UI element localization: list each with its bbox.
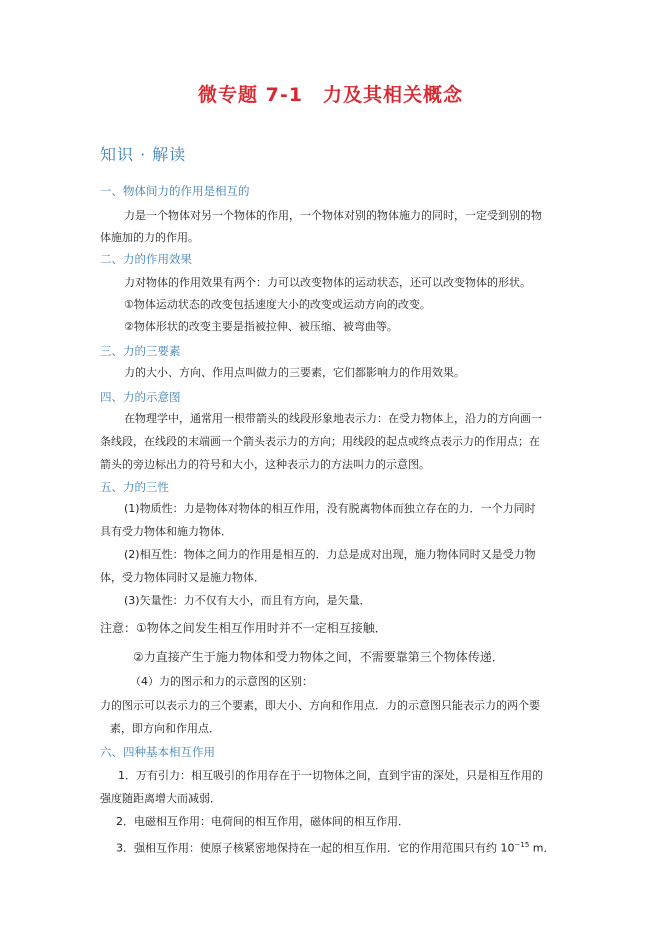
para-1b: 体施加的力的作用。 — [100, 231, 199, 244]
para-4b: 条线段，在线段的末端画一个箭头表示力的方向；用线段的起点或终点表示力的作用点；在 — [100, 435, 540, 448]
note-1: 注意：①物体之间发生相互作用时并不一定相互接触． — [100, 621, 387, 635]
section-heading: 知识 · 解读 — [100, 145, 187, 164]
para-2c: ②物体形状的改变主要是指被拉伸、被压缩、被弯曲等。 — [124, 320, 398, 333]
heading-3: 三、力的三要素 — [100, 344, 181, 358]
page-title: 微专题 7-1 力及其相关概念 — [198, 84, 463, 106]
para-2a: 力对物体的作用效果有两个：力可以改变物体的运动状态，还可以改变物体的形状。 — [124, 276, 531, 289]
para-7a: 1．万有引力：相互吸引的作用存在于一切物体之间，直到宇宙的深处，只是相互作用的 — [118, 769, 543, 782]
note-2: ②力直接产生于施力物体和受力物体之间，不需要靠第三个物体传递． — [133, 650, 504, 664]
para-3a: 力的大小、方向、作用点叫做力的三要素，它们都影响力的作用效果。 — [124, 366, 465, 379]
heading-4: 四、力的示意图 — [100, 390, 181, 404]
para-7c: 2．电磁相互作用：电荷间的相互作用，磁体间的相互作用． — [116, 815, 409, 828]
para-7b: 强度随距离增大而减弱． — [100, 792, 221, 805]
heading-6: 六、四种基本相互作用 — [100, 745, 215, 759]
unit: m． — [529, 841, 555, 855]
para-6a: （4）力的图示和力的示意图的区别： — [130, 675, 313, 688]
heading-2: 二、力的作用效果 — [100, 252, 192, 266]
para-7d-text: 3．强相互作用：使原子核紧密地保持在一起的相互作用．它的作用范围只有约 10 — [116, 841, 515, 855]
para-5d: 体，受力物体同时又是施力物体． — [100, 571, 265, 584]
para-5e: (3)矢量性：力不仅有大小，而且有方向，是矢量． — [124, 594, 371, 607]
para-4a: 在物理学中，通常用一根带箭头的线段形象地表示力：在受力物体上，沿力的方向画一 — [124, 412, 542, 425]
para-7d — [116, 838, 555, 856]
para-6b: 力的图示可以表示力的三个要素，即大小、方向和作用点．力的示意图只能表示力的两个要 — [100, 699, 540, 712]
para-5b: 具有受力物体和施力物体． — [100, 525, 232, 538]
para-5a: (1)物质性：力是物体对物体的相互作用，没有脱离物体而独立存在的力．一个力同时 — [124, 502, 536, 515]
para-1a: 力是一个物体对另一个物体的作用，一个物体对别的物体施力的同时，一定受到别的物 — [124, 209, 542, 222]
para-5c: (2)相互性：物体之间力的作用是相互的．力总是成对出现，施力物体同时又是受力物 — [124, 548, 536, 561]
heading-5: 五、力的三性 — [100, 480, 169, 494]
exponent: −15 — [514, 841, 530, 849]
para-4c: 箭头的旁边标出力的符号和大小，这种表示力的方法叫力的示意图。 — [100, 458, 430, 471]
para-2b: ①物体运动状态的改变包括速度大小的改变或运动方向的改变。 — [124, 298, 431, 311]
heading-1: 一、物体间力的作用是相互的 — [100, 184, 250, 198]
para-6c: 素，即方向和作用点． — [110, 722, 220, 735]
